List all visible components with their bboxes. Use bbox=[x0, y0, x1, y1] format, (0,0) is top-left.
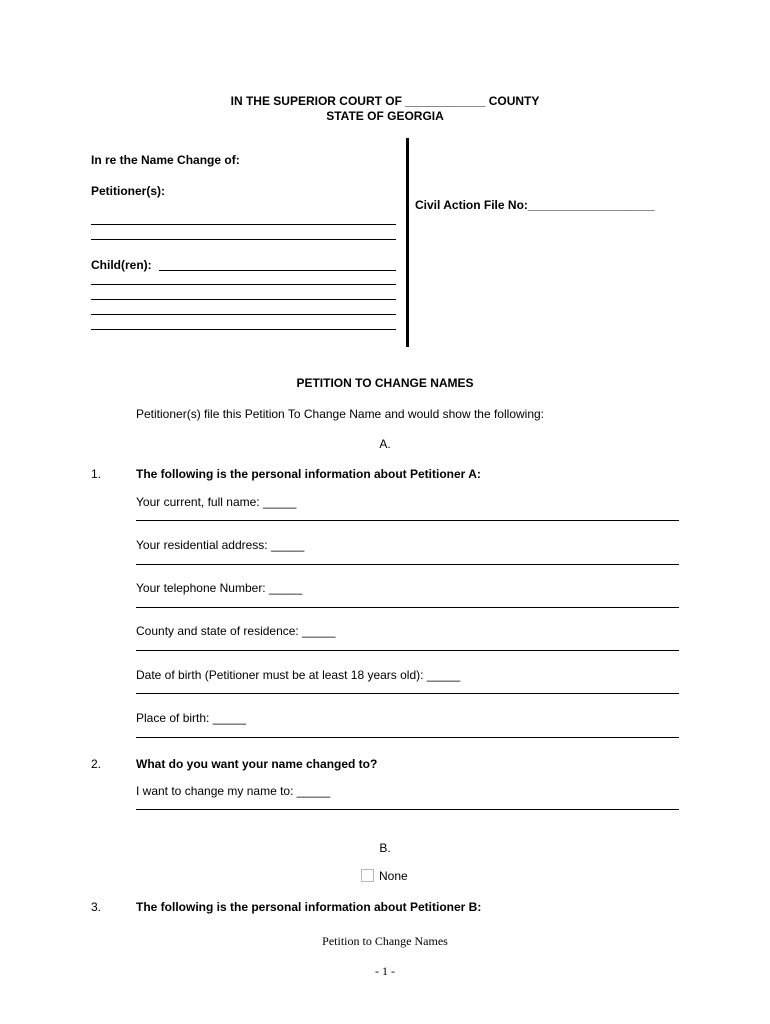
current-name-label: Your current, full name: _____ bbox=[136, 495, 297, 509]
petitioner-line-2[interactable] bbox=[91, 239, 396, 240]
document-title: PETITION TO CHANGE NAMES bbox=[296, 376, 474, 390]
state-heading: STATE OF GEORGIA bbox=[326, 109, 444, 123]
children-line-4[interactable] bbox=[91, 314, 396, 315]
none-checkbox[interactable] bbox=[361, 869, 374, 882]
telephone-line[interactable] bbox=[136, 607, 679, 608]
children-line-5[interactable] bbox=[91, 329, 396, 330]
petitioners-label: Petitioner(s): bbox=[91, 184, 166, 198]
current-name-line[interactable] bbox=[136, 520, 679, 521]
q1-number: 1. bbox=[91, 467, 102, 481]
q2-number: 2. bbox=[91, 757, 102, 771]
section-a-letter: A. bbox=[379, 437, 391, 451]
new-name-label: I want to change my name to: _____ bbox=[136, 784, 331, 798]
place-of-birth-label: Place of birth: _____ bbox=[136, 711, 247, 725]
address-label: Your residential address: _____ bbox=[136, 538, 305, 552]
petitioner-line-1[interactable] bbox=[91, 224, 396, 225]
q2-heading: What do you want your name changed to? bbox=[136, 757, 378, 771]
q1-heading: The following is the personal information about Petitioner A: bbox=[136, 467, 481, 481]
dob-label: Date of birth (Petitioner must be at least 18 years old): _____ bbox=[136, 668, 461, 682]
children-line-2[interactable] bbox=[91, 284, 396, 285]
caption-divider bbox=[406, 138, 409, 347]
children-line-3[interactable] bbox=[91, 299, 396, 300]
telephone-label: Your telephone Number: _____ bbox=[136, 581, 303, 595]
children-line-1[interactable] bbox=[159, 270, 396, 271]
section-b-letter: B. bbox=[379, 841, 391, 855]
county-state-line[interactable] bbox=[136, 650, 679, 651]
footer-title: Petition to Change Names bbox=[322, 934, 448, 948]
place-of-birth-line[interactable] bbox=[136, 737, 679, 738]
children-label: Child(ren): bbox=[91, 258, 152, 272]
county-state-label: County and state of residence: _____ bbox=[136, 624, 336, 638]
new-name-line[interactable] bbox=[136, 809, 679, 810]
court-heading: IN THE SUPERIOR COURT OF ____________ COUNTY bbox=[230, 94, 540, 108]
q3-number: 3. bbox=[91, 900, 102, 914]
intro-text: Petitioner(s) file this Petition To Change Name and would show the following: bbox=[136, 407, 544, 421]
dob-line[interactable] bbox=[136, 693, 679, 694]
none-label: None bbox=[379, 869, 408, 883]
address-line[interactable] bbox=[136, 564, 679, 565]
civil-action-file-no[interactable]: Civil Action File No:___________________ bbox=[415, 198, 655, 212]
in-re-label: In re the Name Change of: bbox=[91, 153, 240, 167]
q3-heading: The following is the personal information about Petitioner B: bbox=[136, 900, 482, 914]
page-number: - 1 - bbox=[375, 964, 395, 978]
